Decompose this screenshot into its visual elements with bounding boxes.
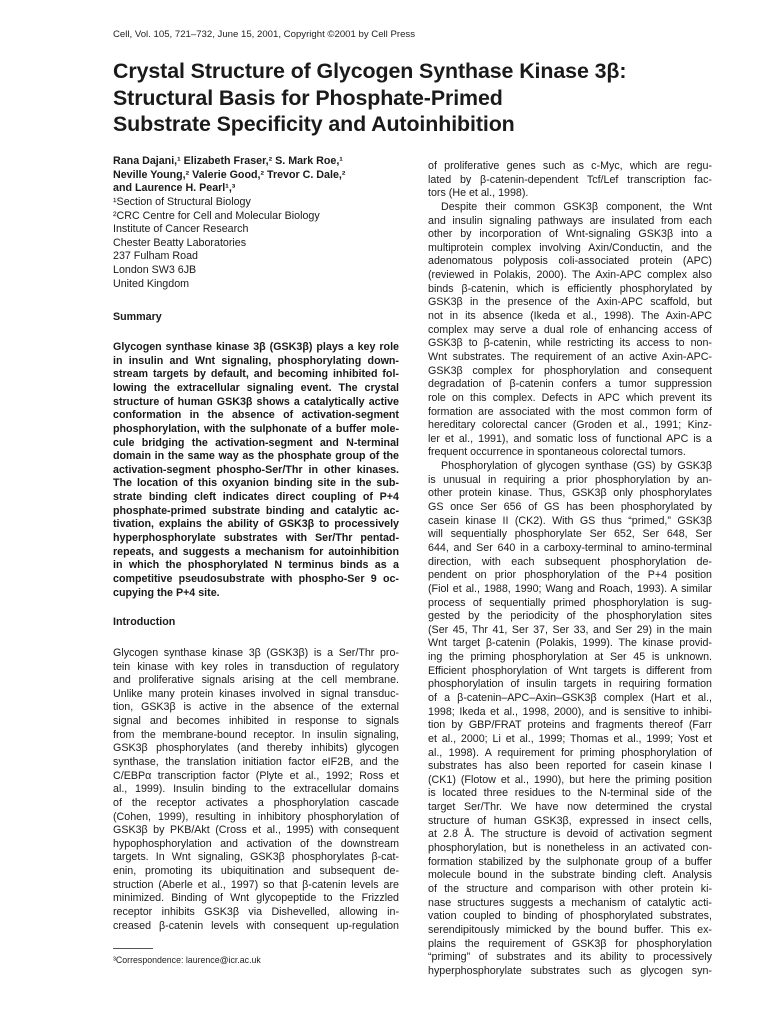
text-line: tivation, explains the ability of GSK3β to processively	[113, 518, 399, 531]
text-line: (CK1) (Flotow et al., 1990), but here the priming position	[428, 773, 712, 786]
text-line: Phosphorylation of glycogen synthase (GS) by GSK3β	[441, 460, 712, 473]
text-line: GSK3β to β-catenin, while restricting its access to non-	[428, 337, 712, 350]
text-line: will sequentially phosphorylate Ser 652, Ser 648, Ser	[428, 528, 712, 541]
text-line: activation-segment phospho-Ser/Thr in other kinases.	[113, 463, 399, 476]
body-paragraph	[428, 460, 712, 978]
text-line: from the membrane-bound receptor. In insulin signaling,	[113, 728, 399, 741]
text-line: molecule bound in the substrate binding cleft. Analysis	[428, 869, 712, 882]
affiliation-line: 237 Fulham Road	[113, 250, 198, 263]
affiliations	[113, 196, 399, 291]
text-line: in insulin and Wnt signaling, phosphorylating down-	[113, 354, 399, 367]
title-line: Substrate Specificity and Autoinhibition	[113, 112, 515, 136]
text-line: of proliferative genes such as c-Myc, which are regu-	[428, 160, 712, 172]
introduction-heading: Introduction	[113, 616, 176, 629]
text-line: of the receptor activates a phosphorylation cascade	[113, 796, 399, 809]
summary-heading: Summary	[113, 311, 162, 324]
text-line: multiprotein complex involving Axin/Conductin, and the	[428, 241, 712, 254]
text-line: tors (He et al., 1998).	[428, 187, 529, 200]
text-line: (reviewed in Polakis, 2000). The Axin-APC complex also	[428, 269, 712, 282]
text-line: nase structures suggests a mechanism of catalytic acti-	[428, 896, 712, 909]
text-line: phosphorylation of insulin targets in requiring formation	[428, 678, 712, 691]
text-line: at 2.8 Å. The structure is devoid of activation segment	[428, 828, 712, 841]
text-line: binds β-catenin, which is efficiently phosphorylated by	[428, 282, 712, 295]
text-line: competitive pseudosubstrate with phospho-Ser 9 oc-	[113, 572, 399, 585]
text-line: formation are associated with the most common form of	[428, 405, 712, 418]
text-line: domain in the same way as the phosphate group of the	[113, 450, 399, 463]
affiliation-line: ²CRC Centre for Cell and Molecular Biology	[113, 209, 320, 222]
text-line: 644, and Ser 640 in a carboxy-terminal to amino-terminal	[428, 541, 712, 554]
text-line: casein kinase II (CK2). With GS thus “primed,” GSK3β	[428, 514, 712, 527]
text-line: phosphorylation, but is nonetheless in an activated con-	[428, 842, 712, 855]
text-line: cule bridging the activation-segment and N-terminal	[113, 436, 399, 449]
text-line: Despite their common GSK3β component, the Wnt	[441, 200, 712, 213]
text-line: signal and becomes inhibited in response to signals	[113, 715, 399, 728]
author-line: and Laurence H. Pearl¹,³	[113, 182, 236, 195]
text-line: GSK3β phosphorylates (and thereby inhibits) glycogen	[113, 742, 399, 755]
text-line: in which the phosphorylated N terminus binds as a	[113, 559, 399, 572]
text-line: and insulin signaling pathways are insulated from each	[428, 214, 712, 227]
text-line: other protein kinase. Thus, GSK3β only phosphorylates	[428, 487, 712, 500]
text-line: Efficient phosphorylation of Wnt targets is different from	[428, 664, 712, 677]
text-line: Glycogen synthase kinase 3β (GSK3β) is a Ser/Thr pro-	[113, 646, 399, 659]
text-line: structure of human GSK3β, expressed in insect cells,	[428, 814, 712, 827]
text-line: creased β-catenin levels with consequent up-regulation	[113, 919, 399, 932]
text-line: (Cohen, 1999), resulting in inhibitory phosphorylation of	[113, 810, 399, 823]
affiliation-line: London SW3 6JB	[113, 264, 197, 277]
correspondence-footnote: ³Correspondence: laurence@icr.ac.uk	[113, 955, 261, 965]
text-line: conformation in the absence of activation-segment	[113, 409, 399, 422]
text-line: (Fiol et al., 1988, 1990; Wang and Roach, 1993). A similar	[428, 582, 712, 595]
text-line: stream targets by default, and becoming inhibited fol-	[113, 368, 399, 381]
text-line: adenomatous polyposis coli-associated protein (APC)	[428, 255, 712, 268]
text-line: repeats, and suggests a mechanism for autoinhibition	[113, 545, 399, 558]
text-line: degradation of β-catenin confers a tumor suppression	[428, 378, 712, 391]
text-line: serendipitously mimicked by the bound buffer. This ex-	[428, 923, 712, 936]
text-line: other by incorporation of Wnt-signaling GSK3β into a	[428, 228, 712, 241]
body-paragraph	[428, 201, 712, 460]
text-line: of a β-catenin–APC–Axin–GSK3β complex (Hart et al.,	[428, 691, 712, 704]
text-line: direction, with each subsequent phosphorylation de-	[428, 555, 712, 568]
text-line: gested by the periodicity of the phosphorylation sites	[428, 610, 712, 623]
text-line: cupying the P+4 site.	[113, 586, 220, 599]
affiliation-line: ¹Section of Structural Biology	[113, 195, 251, 208]
text-line: targets. In Wnt signaling, GSK3β phosphorylates β-cat-	[113, 851, 399, 864]
title-line: Crystal Structure of Glycogen Synthase Kinase 3β:	[113, 59, 627, 83]
text-line: substrates has also been reported for casein kinase I	[428, 760, 712, 773]
journal-citation: Cell, Vol. 105, 721–732, June 15, 2001, Copyright ©2001 by Cell Press	[113, 29, 416, 40]
text-line: of the structure and comparison with other protein ki-	[428, 882, 712, 895]
text-line: not in its absence (Ikeda et al., 1998). The Axin-APC	[428, 310, 712, 323]
text-line: lated by β-catenin-dependent Tcf/Lef transcription fac-	[428, 173, 712, 186]
text-line: 1998; Ikeda et al., 1998, 2000), and is sensitive to inhibi-	[428, 705, 712, 718]
text-line: “priming” of substrates and its ability to processively	[428, 951, 712, 964]
text-line: Glycogen synthase kinase 3β (GSK3β) plays a key role	[113, 341, 399, 354]
text-line: et al., 2000; Li et al., 1999; Thomas et al., 1999; Yost et	[428, 732, 712, 745]
text-line: Wnt substrates. The requirement of an active Axin-APC-	[428, 350, 712, 363]
text-line: GS once Ser 656 of GS has been phosphorylated by	[428, 501, 712, 514]
text-line: (Ser 45, Thr 41, Ser 37, Ser 33, and Ser 29) in the main	[428, 623, 712, 636]
text-line: strate binding cleft indicates direct coupling of P+4	[113, 491, 399, 504]
text-line: ler et al., 1991), and somatic loss of functional APC is a	[428, 432, 712, 445]
text-line: frequent occurrence in spontaneous colorectal tumors.	[428, 446, 686, 459]
text-line: target Ser/Thr. We have now determined the crystal	[428, 801, 712, 814]
text-line: GSK3β complex for phosphorylation and consequent	[428, 364, 712, 377]
article-title	[113, 58, 723, 138]
title-line: Structural Basis for Phosphate-Primed	[113, 85, 503, 110]
text-line: pendent on prior phosphorylation of the P+4 position	[428, 569, 712, 582]
text-line: is unusual in requiring a prior phosphorylation by an-	[428, 473, 712, 486]
text-line: ing the priming phosphorylation at Ser 45 is unknown.	[428, 651, 712, 664]
text-line: tion, GSK3β is active in the absence of the external	[113, 701, 399, 714]
text-line: Unlike many protein kinases involved in signal transduc-	[113, 687, 399, 700]
text-line: phosphate-primed substrate binding and catalytic ac-	[113, 504, 399, 517]
text-line: and proliferative signals arising at the cell membrane.	[113, 674, 399, 687]
text-line: synthase, the translation initiation factor eIF2B, and the	[113, 755, 399, 768]
text-line: enin, promoting its ubiquitination and subsequent de-	[113, 865, 399, 878]
text-line: al., 1999). Insulin binding to the extracellular domains	[113, 783, 399, 796]
right-column	[428, 160, 712, 978]
text-line: lowing the extracellular signaling event. The crystal	[113, 381, 399, 394]
author-list	[113, 155, 399, 196]
text-line: phosphorylation, with the sulphonate of a buffer mole-	[113, 422, 399, 435]
text-line: vation coupled to binding of phosphorylated substrates,	[428, 910, 712, 923]
affiliation-line: United Kingdom	[113, 277, 190, 290]
text-line: GSK3β by PKB/Akt (Cross et al., 1995) with consequent	[113, 824, 399, 837]
text-line: is located three residues to the N-terminal side of the	[428, 787, 712, 800]
text-line: formation stabilized by the sulphonate group of a buffer	[428, 855, 712, 868]
author-line: Neville Young,² Valerie Good,² Trevor C. Dale,²	[113, 168, 346, 181]
text-line: tion by GBP/FRAT proteins and fragments thereof (Farr	[428, 719, 712, 732]
affiliation-line: Institute of Cancer Research	[113, 223, 249, 236]
footnote-rule	[113, 948, 153, 949]
text-line: complex may serve a dual role of enhancing access of	[428, 323, 712, 336]
text-line: C/EBPα transcription factor (Plyte et al., 1992; Ross et	[113, 769, 399, 782]
introduction-paragraph	[113, 647, 399, 933]
text-line: struction (Aberle et al., 1997) so that β-catenin levels are	[113, 878, 399, 891]
text-line: hereditary colorectal cancer (Groden et al., 1991; Kinz-	[428, 419, 712, 432]
text-line: role on this complex. Defects in APC which prevent its	[428, 391, 712, 404]
author-line: Rana Dajani,¹ Elizabeth Fraser,² S. Mark Roe,¹	[113, 155, 343, 167]
summary-paragraph	[113, 341, 399, 600]
text-line: hyperphosphorylate substrates with Ser/Thr pentad-	[113, 532, 399, 545]
text-line: receptor inhibits GSK3β via Dishevelled, allowing in-	[113, 906, 399, 919]
left-column	[113, 155, 399, 933]
text-line: al., 1998). A requirement for priming phosphorylation of	[428, 746, 712, 759]
text-line: plains the requirement of GSK3β for phosphorylation	[428, 937, 712, 950]
text-line: minimized. Binding of Wnt glycopeptide to the Frizzled	[113, 892, 399, 905]
text-line: hypophosphorylation and activation of the downstream	[113, 837, 399, 850]
text-line: Wnt target β-catenin (Polakis, 1999). The kinase provid-	[428, 637, 712, 650]
text-line: GSK3β in the presence of the Axin-APC scaffold, but	[428, 296, 712, 309]
text-line: The location of this oxyanion binding site in the sub-	[113, 477, 399, 490]
text-line: hyperphosphorylate substrates such as glycogen syn-	[428, 964, 712, 977]
text-line: structure of human GSK3β shows a catalytically active	[113, 395, 399, 408]
affiliation-line: Chester Beatty Laboratories	[113, 236, 247, 249]
text-line: process of sequentially primed phosphorylation is sug-	[428, 596, 712, 609]
text-line: tein kinase with key roles in transduction of regulatory	[113, 660, 399, 673]
body-paragraph	[428, 160, 712, 201]
